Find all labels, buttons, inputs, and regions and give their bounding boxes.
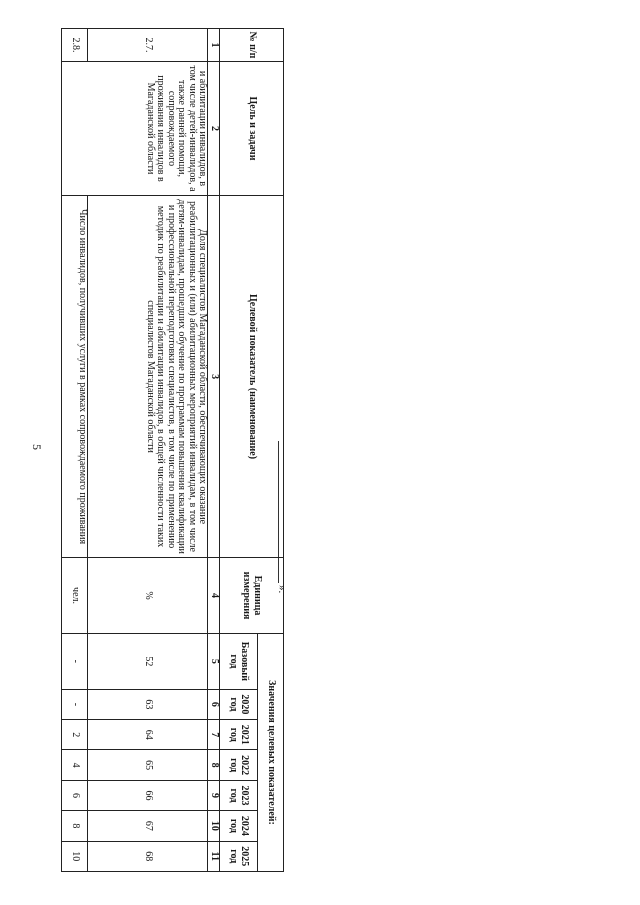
row-number: 2.7. <box>88 29 208 62</box>
indicator-name: Доля специалистов Магаданской области, обеспечивающих оказание реабилитационных и (или) абилитационных мероприятий инвалидам, в том числе детям-инвалидам, прошедших обучение по программам повышения квалификации и профессиональной переподготовки специалистов, в том числе по применению методик по реабилитации и абилитации инвалидов, в общей численности таких специалистов Магаданской области <box>88 196 208 558</box>
header-target-values: Значения целевых показателей: <box>258 634 284 872</box>
unit-cell: чел. <box>62 558 88 634</box>
header-year-2020: 2020 год <box>220 689 258 719</box>
header-year-2024: 2024 год <box>220 811 258 841</box>
header-no: № п/п <box>220 29 284 62</box>
value-2023: 6 <box>62 780 88 810</box>
value-2023: 66 <box>88 780 208 810</box>
value-2024: 8 <box>62 811 88 841</box>
value-2021: 2 <box>62 720 88 750</box>
value-base: 52 <box>88 634 208 690</box>
header-goal: Цель и задачи <box>220 61 284 195</box>
header-year-2022: 2022 год <box>220 750 258 780</box>
value-2022: 4 <box>62 750 88 780</box>
header-unit: Единица измерения <box>220 558 284 634</box>
value-2024: 67 <box>88 811 208 841</box>
unit-cell: % <box>88 558 208 634</box>
value-2021: 64 <box>88 720 208 750</box>
value-base: - <box>62 634 88 690</box>
column-number: 9 <box>208 780 220 810</box>
header-year-2023: 2023 год <box>220 780 258 810</box>
column-number: 10 <box>208 811 220 841</box>
value-2025: 68 <box>88 841 208 871</box>
column-number-row <box>208 29 220 872</box>
value-2020: 63 <box>88 689 208 719</box>
indicator-name: Число инвалидов, получивших услуги в рамках сопровождаемого проживания <box>62 196 88 558</box>
row-number: 2.8. <box>62 29 88 62</box>
column-number: 3 <box>208 196 220 558</box>
header-base-year: Базовый год <box>220 634 258 690</box>
column-number: 8 <box>208 750 220 780</box>
column-number: 7 <box>208 720 220 750</box>
header-year-2025: 2025 год <box>220 841 258 871</box>
column-number: 1 <box>208 29 220 62</box>
column-number: 4 <box>208 558 220 634</box>
value-2020: - <box>62 689 88 719</box>
value-2022: 65 <box>88 750 208 780</box>
column-number: 11 <box>208 841 220 871</box>
column-number: 6 <box>208 689 220 719</box>
indicators-table-wrapper <box>64 28 284 872</box>
indicators-table <box>62 28 285 872</box>
table-row <box>88 29 208 872</box>
goal-cell: и абилитации инвалидов, в том числе детей-инвалидов, а также ранней помощи, сопровождаемого проживания инвалидов в Магаданской области <box>62 61 208 195</box>
closing-quote: ». <box>276 585 288 594</box>
page-number: 5 <box>30 444 44 450</box>
header-indicator: Целевой показатель (наименование) <box>220 196 284 558</box>
column-number: 5 <box>208 634 220 690</box>
header-year-2021: 2021 год <box>220 720 258 750</box>
column-number: 2 <box>208 61 220 195</box>
value-2025: 10 <box>62 841 88 871</box>
